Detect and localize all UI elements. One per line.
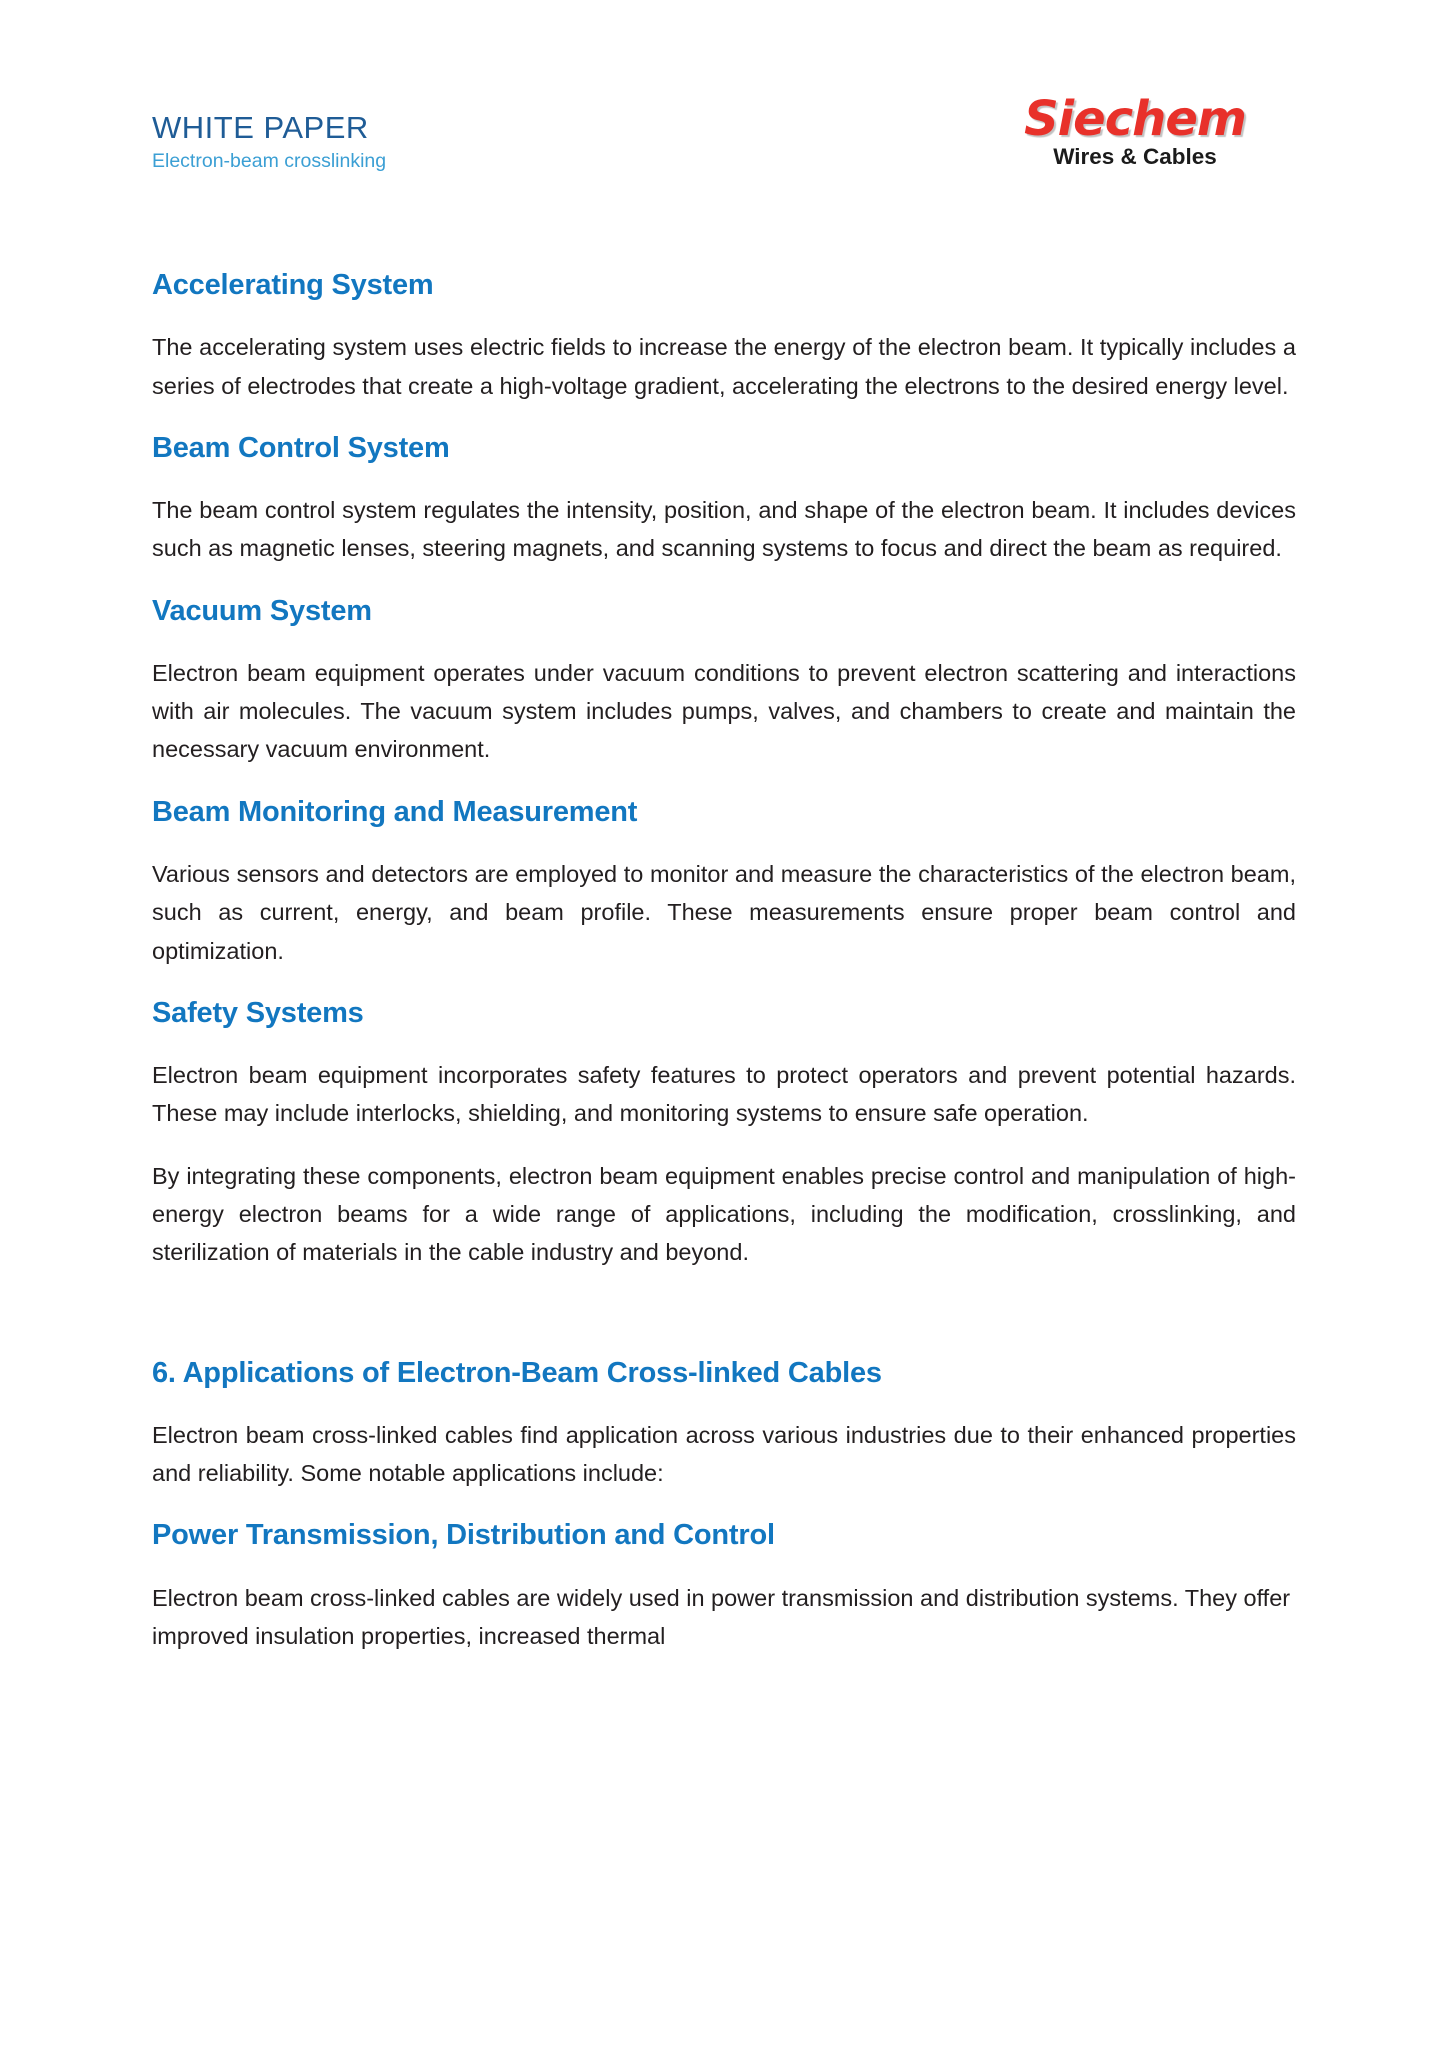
logo-tagline: Wires & Cables [1053,144,1217,169]
page-subtitle: Electron-beam crosslinking [152,150,387,172]
section-paragraph-power-transmission: Electron beam cross-linked cables are widely used in power transmission and distribution systems. They offer improved insulation properties, increased thermal [152,1584,1291,1649]
section-paragraph-accelerating-system: The accelerating system uses electric fields to increase the energy of the electron beam. It typically includes a series of electrodes that create a high-voltage gradient, accelerating the electrons to the desired energy level. [152,334,1296,399]
header-text-block [152,112,386,172]
section-heading-applications: 6. Applications of Electron-Beam Cross-linked Cables [152,1356,882,1389]
section-heading-accelerating-system: Accelerating System [152,269,434,301]
section-heading-beam-control-system: Beam Control System [152,431,450,464]
section-paragraph-applications-intro: Electron beam cross-linked cables find application across various industries due to their enhanced properties and reliability. Some notable applications include: [152,1421,1296,1487]
section-paragraph-vacuum-system: Electron beam equipment operates under vacuum conditions to prevent electron scattering and interactions with air molecules. The vacuum system includes pumps, valves, and chambers to create and maintain the necessary vacuum environment. [152,659,1296,763]
section-paragraph-safety-systems: Electron beam equipment incorporates safety features to protect operators and prevent potential hazards. These may include interlocks, shielding, and monitoring systems to ensure safe operation. [152,1062,1296,1127]
section-paragraph-beam-control-system: The beam control system regulates the intensity, position, and shape of the electron beam. It includes devices such as magnetic lenses, steering magnets, and scanning systems to focus and direct the beam as required. [152,497,1296,562]
document-body [152,268,1296,1655]
section-heading-safety-systems: Safety Systems [152,996,364,1029]
page-header [0,0,1448,200]
section-heading-power-transmission: Power Transmission, Distribution and Control [152,1519,775,1552]
logo-wordmark: Siechem [1024,91,1246,147]
section-paragraph-beam-monitoring-and-measurement: Various sensors and detectors are employed to monitor and measure the characteristics of the electron beam, such as current, energy, and beam profile. These measurements ensure proper beam control and optimization. [152,860,1296,964]
closing-paragraph: By integrating these components, electron beam equipment enables precise control and manipulation of high-energy electron beams for a wide range of applications, including the modification, crosslinking, and sterilization of materials in the cable industry and beyond. [152,1162,1296,1266]
siechem-logo [990,91,1280,169]
page-title: WHITE PAPER [152,110,369,145]
section-heading-beam-monitoring-and-measurement: Beam Monitoring and Measurement [152,795,638,828]
section-heading-vacuum-system: Vacuum System [152,594,372,627]
